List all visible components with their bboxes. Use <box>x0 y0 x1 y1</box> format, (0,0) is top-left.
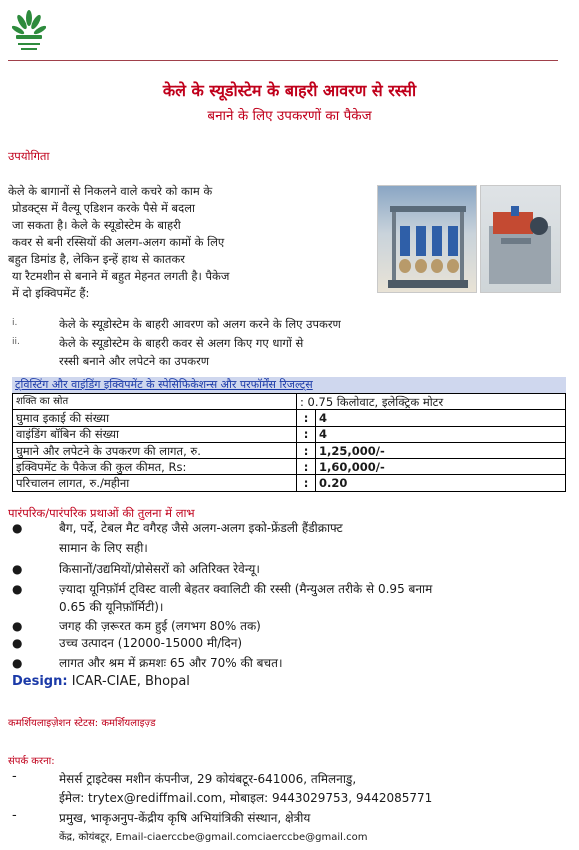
page-subtitle: बनाने के लिए उपकरणों का पैकेज <box>207 108 372 124</box>
spec-value: 0.20 <box>316 475 566 491</box>
equipment-item-1: केले के स्यूडोस्टेम के बाहरी आवरण को अलग करने के लिए उपकरण <box>59 317 341 331</box>
spec-sep: : <box>297 426 316 442</box>
benefit-item-cont: 0.65 की यूनिफ़ॉर्मिटी)। <box>59 600 164 614</box>
table-row <box>13 410 566 426</box>
contact-line: प्रमुख, भाकृअनुप-केंद्रीय कृषि अभियांत्रिकी संस्थान, क्षेत्रीय <box>59 811 311 825</box>
spec-label: घुमाने और लपेटने के उपकरण की लागत, रु. <box>13 442 297 458</box>
spec-label: परिचालन लागत, रु./महीना <box>13 475 297 491</box>
spec-sep: : <box>297 475 316 491</box>
spec-sep: : <box>297 442 316 458</box>
benefit-item: बैग, पर्दे, टेबल मैट वगैरह जैसे अलग-अलग इको-फ्रेंडली हैंडीक्राफ्ट <box>59 521 343 535</box>
design-label: Design: <box>12 674 68 689</box>
benefit-item: ज़्यादा यूनिफ़ॉर्म ट्विस्ट वाली बेहतर क्वालिटी की रस्सी (मैन्युअल तरीके से 0.95 बनाम <box>59 582 433 596</box>
contact-dash: - <box>12 769 17 784</box>
benefits-heading: पारंपरिक/पारंपरिक प्रथाओं की तुलना में लाभ <box>8 506 195 520</box>
spec-heading: ट्विस्टिंग और वाइंडिंग इक्विपमेंट के स्पेसिफिकेशन्स और परफॉर्मेंस रिजल्ट्स <box>12 377 566 393</box>
commercial-status: कमर्शियलाइज़ेशन स्टेटस: कमर्शियलाइज़्ड <box>8 718 156 729</box>
bullet-icon: ● <box>12 619 23 633</box>
spec-value: 4 <box>316 426 566 442</box>
table-row <box>13 442 566 458</box>
paragraph-line: जा सकता है। केले के स्यूडोस्टेम के बाहरी <box>12 218 181 232</box>
table-row <box>13 475 566 491</box>
table-row <box>13 394 566 410</box>
spec-label: वाइंडिंग बॉबिन की संख्या <box>13 426 297 442</box>
paragraph-line: बहुत डिमांड है, लेकिन इन्हें हाथ से कातकर <box>8 252 186 266</box>
icar-logo <box>12 8 46 60</box>
paragraph-line: में दो इक्विपमेंट हैं: <box>12 286 90 300</box>
contact-line: मेसर्स ट्राइटेक्स मशीन कंपनीज, 29 कोयंबटूर-641006, तमिलनाडु, <box>59 772 357 786</box>
bullet-icon: ● <box>12 636 23 650</box>
paragraph-line: कवर से बनी रस्सियों की अलग-अलग कामों के लिए <box>12 235 225 249</box>
usefulness-paragraph <box>8 183 338 302</box>
machine-photo-twisting <box>377 185 477 293</box>
bullet-icon: ● <box>12 562 23 576</box>
spec-table <box>12 393 566 492</box>
page-title: केले के स्यूडोस्टेम के बाहरी आवरण से रस्सी <box>162 81 417 100</box>
equipment-item-2-cont: रस्सी बनाने और लपेटने का उपकरण <box>59 354 210 368</box>
item-number: ii. <box>12 337 20 347</box>
bullet-icon: ● <box>12 521 23 535</box>
contact-line: ईमेल: trytex@rediffmail.com, मोबाइल: 9443029753, 9442085771 <box>59 791 433 805</box>
benefit-item-cont: सामान के लिए सही। <box>59 541 148 555</box>
benefit-item: किसानों/उद्यमियों/प्रोसेसरों को अतिरिक्त रेवेन्यू। <box>59 562 260 576</box>
design-value: ICAR-CIAE, Bhopal <box>67 674 190 689</box>
header-divider <box>8 60 558 61</box>
spec-value: 4 <box>316 410 566 426</box>
spec-value: 1,25,000/- <box>316 442 566 458</box>
spec-label: शक्ति का स्रोत <box>13 394 297 410</box>
item-number: i. <box>12 318 18 328</box>
spec-sep: : <box>297 410 316 426</box>
table-row <box>13 459 566 475</box>
paragraph-line: या रैटमशीन से बनाने में बहुत मेहनत लगती है। पैकेज <box>12 269 230 283</box>
spec-value: : 0.75 किलोवाट, इलेक्ट्रिक मोटर <box>297 394 566 410</box>
spec-sep: : <box>297 459 316 475</box>
paragraph-line: केले के बागानों से निकलने वाले कचरे को काम के <box>8 184 213 198</box>
benefit-item: जगह की ज़रूरत कम हुई (लगभग 80% तक) <box>59 619 261 633</box>
spec-label: घुमाव इकाई की संख्या <box>13 410 297 426</box>
table-row <box>13 426 566 442</box>
contact-line: केंद्र, कोयंबटूर, Email-ciaerccbe@gmail.comciaerccbe@gmail.com <box>59 832 368 843</box>
spec-label: इक्विपमेंट के पैकेज की कुल कीमत, Rs: <box>13 459 297 475</box>
paragraph-line: प्रोडक्ट्स में वैल्यू एडिशन करके पैसे में बदला <box>12 201 195 215</box>
contact-dash: - <box>12 808 17 823</box>
contact-heading: संपर्क करना: <box>8 756 55 767</box>
bullet-icon: ● <box>12 656 23 670</box>
bullet-icon: ● <box>12 582 23 596</box>
spec-value: 1,60,000/- <box>316 459 566 475</box>
design-credit <box>12 674 190 689</box>
machine-photo-extractor <box>480 185 561 293</box>
benefit-item: उच्च उत्पादन (12000-15000 मी/दिन) <box>59 636 243 650</box>
benefit-item: लागत और श्रम में क्रमशः 65 और 70% की बचत। <box>59 656 283 670</box>
usefulness-heading: उपयोगिता <box>8 149 50 163</box>
equipment-item-2: केले के स्यूडोस्टेम के बाहरी कवर से अलग किए गए धागों से <box>59 336 304 350</box>
